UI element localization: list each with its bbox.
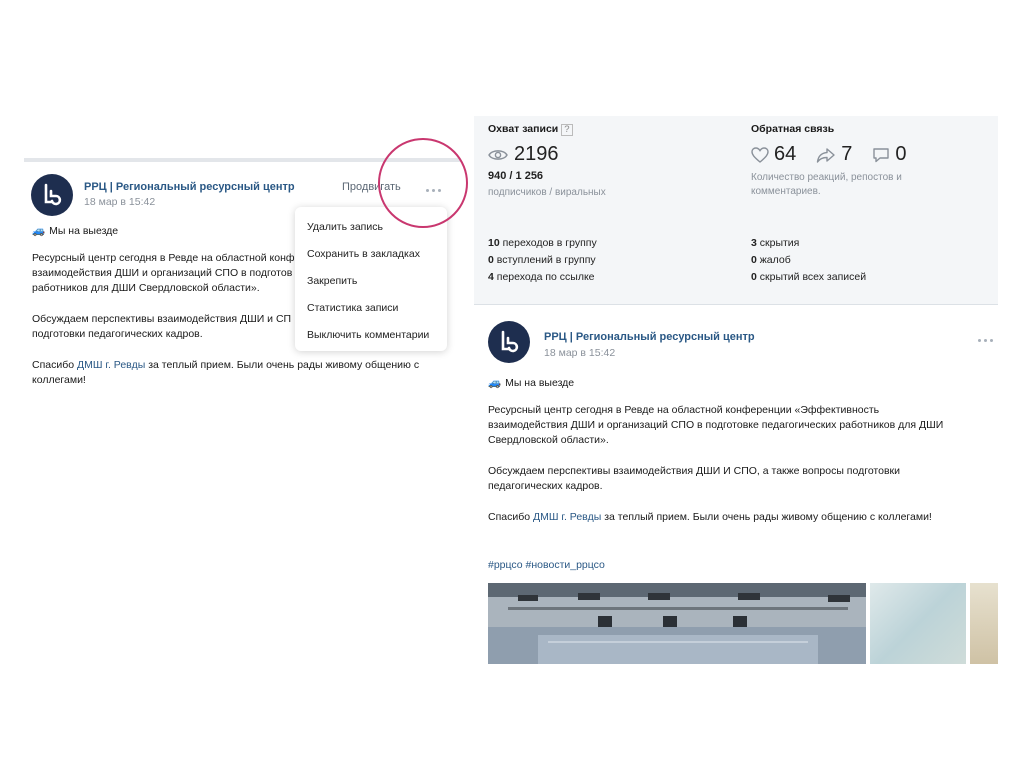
more-options-icon[interactable] [978, 335, 998, 345]
reposts-counter [816, 143, 852, 166]
post-paragraph: Ресурсный центр сегодня в Ревде на областной конференции «Эффективность [488, 404, 880, 416]
comments-count: 0 [895, 143, 907, 165]
menu-item-bookmark[interactable]: Сохранить в закладках [307, 248, 420, 260]
comments-counter [872, 143, 906, 166]
post-paragraph: коллегами! [32, 374, 86, 386]
hashtags-link[interactable]: #ррцсо #новости_ррцсо [488, 559, 605, 571]
reach-title [488, 123, 573, 136]
list-item: 0 жалоб [751, 254, 791, 266]
help-icon[interactable]: ? [561, 124, 572, 136]
post-text [488, 376, 993, 541]
post-paragraph: работников для ДШИ Свердловской области». [32, 282, 260, 294]
reach-split: 940 / 1 256 [488, 170, 544, 182]
photo-detail[interactable] [970, 583, 998, 664]
car-icon: 🚙 [32, 225, 46, 237]
reach-split-label: подписчиков / виральных [488, 187, 606, 198]
reach-title-text: Охват записи [488, 123, 559, 135]
photo-gallery [488, 583, 998, 664]
likes-count: 64 [774, 143, 797, 165]
feedback-note-line: комментариев. [751, 186, 821, 197]
post-paragraph: за теплый прием. Были очень рады живому общению с [145, 359, 420, 371]
feedback-title: Обратная связь [751, 123, 835, 135]
list-item: 4 перехода по ссылке [488, 271, 595, 283]
post-paragraph: взаимодействия ДШИ и организаций СПО в подготов [32, 267, 293, 279]
post-paragraph: педагогических кадров. [488, 480, 603, 492]
post-paragraph: Спасибо [488, 511, 533, 523]
post-author-link[interactable]: РРЦ | Региональный ресурсный центр [84, 181, 295, 193]
reposts-count: 7 [841, 143, 853, 165]
list-item: 10 переходов в группу [488, 237, 597, 249]
mention-link[interactable]: ДМШ г. Ревды [533, 511, 602, 523]
photo-auditorium[interactable] [488, 583, 866, 664]
avatar[interactable] [488, 321, 530, 363]
negative-feedback-list [751, 235, 866, 286]
post-paragraph: Спасибо [32, 359, 77, 371]
post-paragraph: взаимодействия ДШИ и организаций СПО в подготовке педагогических работников для ДШИ [488, 419, 944, 431]
promote-button[interactable]: Продвигать [342, 181, 401, 193]
eye-icon [488, 148, 508, 162]
car-icon: 🚙 [488, 377, 502, 389]
post-paragraph: Обсуждаем перспективы взаимодействия ДШИ и СП [32, 313, 292, 325]
reach-value [488, 143, 559, 166]
reach-number: 2196 [514, 143, 559, 165]
post-date[interactable]: 18 мар в 15:42 [84, 196, 156, 208]
menu-item-statistics[interactable]: Статистика записи [307, 302, 399, 314]
post-paragraph: за теплый прием. Были очень рады живому общению с коллегами! [601, 511, 932, 523]
highlight-circle [378, 138, 468, 228]
share-icon [816, 147, 836, 163]
post-author-link[interactable]: РРЦ | Региональный ресурсный центр [544, 331, 755, 343]
post-line-first: Мы на выезде [49, 225, 119, 237]
post-options-menu [295, 207, 447, 351]
post-paragraph: Свердловской области». [488, 434, 609, 446]
mention-link[interactable]: ДМШ г. Ревды [77, 359, 146, 371]
feedback-note [751, 171, 971, 199]
transitions-list [488, 235, 597, 286]
heart-icon [751, 147, 769, 163]
photo-hall[interactable] [870, 583, 966, 664]
post-paragraph: Ресурсный центр сегодня в Ревде на областной конф [32, 252, 295, 264]
list-item: 3 скрытия [751, 237, 800, 249]
menu-item-delete[interactable]: Удалить запись [307, 221, 383, 233]
menu-item-disable-comments[interactable]: Выключить комментарии [307, 329, 430, 341]
likes-counter [751, 143, 796, 166]
menu-item-pin[interactable]: Закрепить [307, 275, 358, 287]
auditorium-image [488, 583, 866, 664]
list-item: 0 скрытий всех записей [751, 271, 867, 283]
avatar[interactable] [31, 174, 73, 216]
post-line-first: Мы на выезде [505, 377, 575, 389]
comment-icon [872, 147, 890, 163]
rrc-logo-icon [496, 329, 522, 355]
list-item: 0 вступлений в группу [488, 254, 596, 266]
post-paragraph: подготовки педагогических кадров. [32, 328, 203, 340]
post-date[interactable]: 18 мар в 15:42 [544, 347, 616, 359]
right-post-card [474, 304, 998, 664]
rrc-logo-icon [39, 182, 65, 208]
feedback-values [751, 143, 921, 166]
post-paragraph: Обсуждаем перспективы взаимодействия ДШИ И СПО, а также вопросы подготовки [488, 465, 900, 477]
feedback-note-line: Количество реакций, репостов и [751, 172, 902, 183]
post-statistics-panel [474, 116, 998, 305]
